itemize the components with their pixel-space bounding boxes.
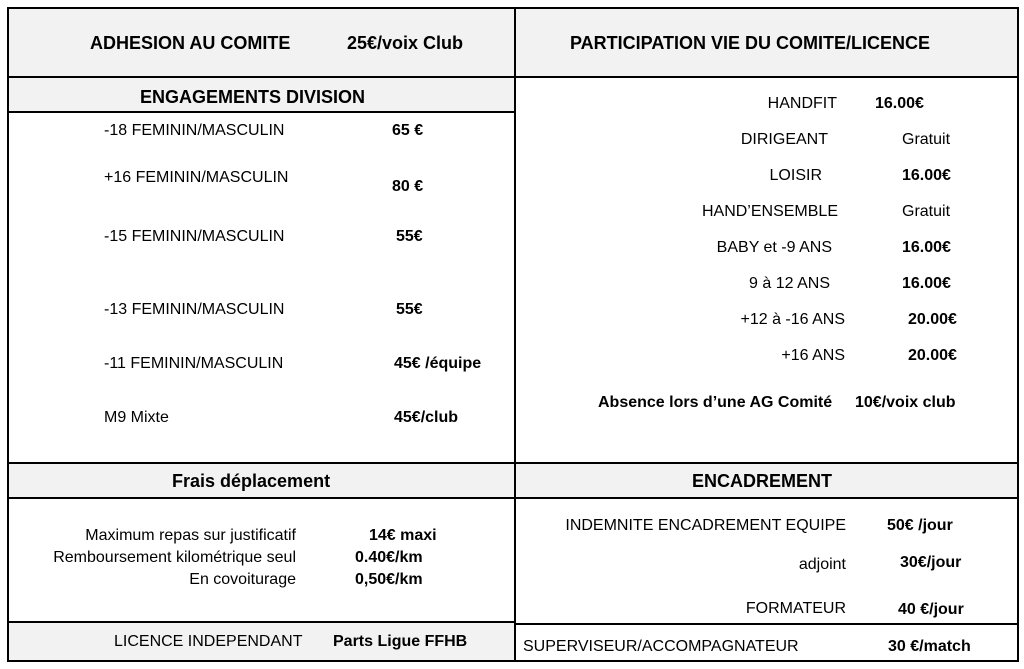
- frais-label: Maximum repas sur justificatif: [85, 527, 296, 544]
- encadrement-label: INDEMNITE ENCADREMENT EQUIPE: [565, 517, 846, 534]
- encadrement-value: 50€ /jour: [887, 517, 953, 534]
- encadrement-label: adjoint: [798, 556, 846, 573]
- participation-value: 16.00€: [902, 239, 951, 256]
- engagement-value: 80 €: [392, 178, 424, 195]
- absence-value: 10€/voix club: [855, 394, 956, 411]
- engagement-label: -15 FEMININ/MASCULIN: [104, 228, 285, 245]
- engagement-label: -18 FEMININ/MASCULIN: [104, 122, 285, 139]
- participation-value: 16.00€: [902, 275, 951, 292]
- divider: [7, 497, 516, 499]
- frais-value: 14€ maxi: [369, 527, 437, 544]
- engagement-label: -11 FEMININ/MASCULIN: [104, 355, 284, 372]
- participation-label: LOISIR: [769, 167, 822, 184]
- participation-value: Gratuit: [902, 131, 951, 148]
- participation-label: BABY et -9 ANS: [716, 239, 832, 256]
- adhesion-price: 25€/voix Club: [347, 33, 464, 53]
- divider: [514, 497, 1019, 499]
- divider: [514, 623, 1019, 625]
- encadrement-title: ENCADREMENT: [692, 471, 833, 491]
- encadrement-label: FORMATEUR: [745, 600, 846, 617]
- participation-value: 20.00€: [908, 311, 957, 328]
- adhesion-title: ADHESION AU COMITE: [90, 33, 291, 53]
- participation-value: 20.00€: [908, 347, 957, 364]
- superviseur-label: SUPERVISEUR/ACCOMPAGNATEUR: [523, 638, 799, 655]
- engagements-title: ENGAGEMENTS DIVISION: [140, 87, 366, 107]
- engagement-value: 55€: [396, 228, 423, 245]
- frais-label: En covoiturage: [189, 571, 296, 588]
- frais-label: Remboursement kilométrique seul: [53, 549, 296, 566]
- engagement-label: +16 FEMININ/MASCULIN: [104, 169, 289, 186]
- divider: [7, 111, 516, 113]
- licence-label: LICENCE INDEPENDANT: [114, 633, 303, 650]
- frais-title: Frais déplacement: [172, 471, 331, 491]
- encadrement-value: 40 €/jour: [898, 601, 964, 618]
- participation-label: DIRIGEANT: [740, 131, 828, 148]
- encadrement-value: 30€/jour: [900, 554, 962, 571]
- engagement-value: 45€/club: [394, 409, 459, 426]
- participation-value: Gratuit: [902, 203, 951, 220]
- engagement-value: 55€: [396, 301, 423, 318]
- absence-label: Absence lors d’une AG Comité: [598, 394, 833, 411]
- licence-value: Parts Ligue FFHB: [333, 633, 468, 650]
- engagement-value: 65 €: [392, 122, 424, 139]
- participation-label: 9 à 12 ANS: [749, 275, 830, 292]
- engagement-label: -13 FEMININ/MASCULIN: [104, 301, 285, 318]
- participation-value: 16.00€: [875, 95, 924, 112]
- participation-title: PARTICIPATION VIE DU COMITE/LICENCE: [570, 33, 931, 53]
- superviseur-value: 30 €/match: [888, 638, 971, 655]
- participation-label: HAND’ENSEMBLE: [701, 203, 838, 220]
- participation-label: HANDFIT: [767, 95, 837, 112]
- participation-value: 16.00€: [902, 167, 951, 184]
- frais-value: 0,50€/km: [355, 571, 423, 588]
- frais-value: 0.40€/km: [355, 549, 423, 566]
- engagement-label: M9 Mixte: [104, 409, 169, 426]
- participation-label: +12 à -16 ANS: [740, 311, 845, 328]
- participation-label: +16 ANS: [781, 347, 845, 364]
- engagement-value: 45€ /équipe: [394, 355, 482, 372]
- divider: [514, 76, 1019, 78]
